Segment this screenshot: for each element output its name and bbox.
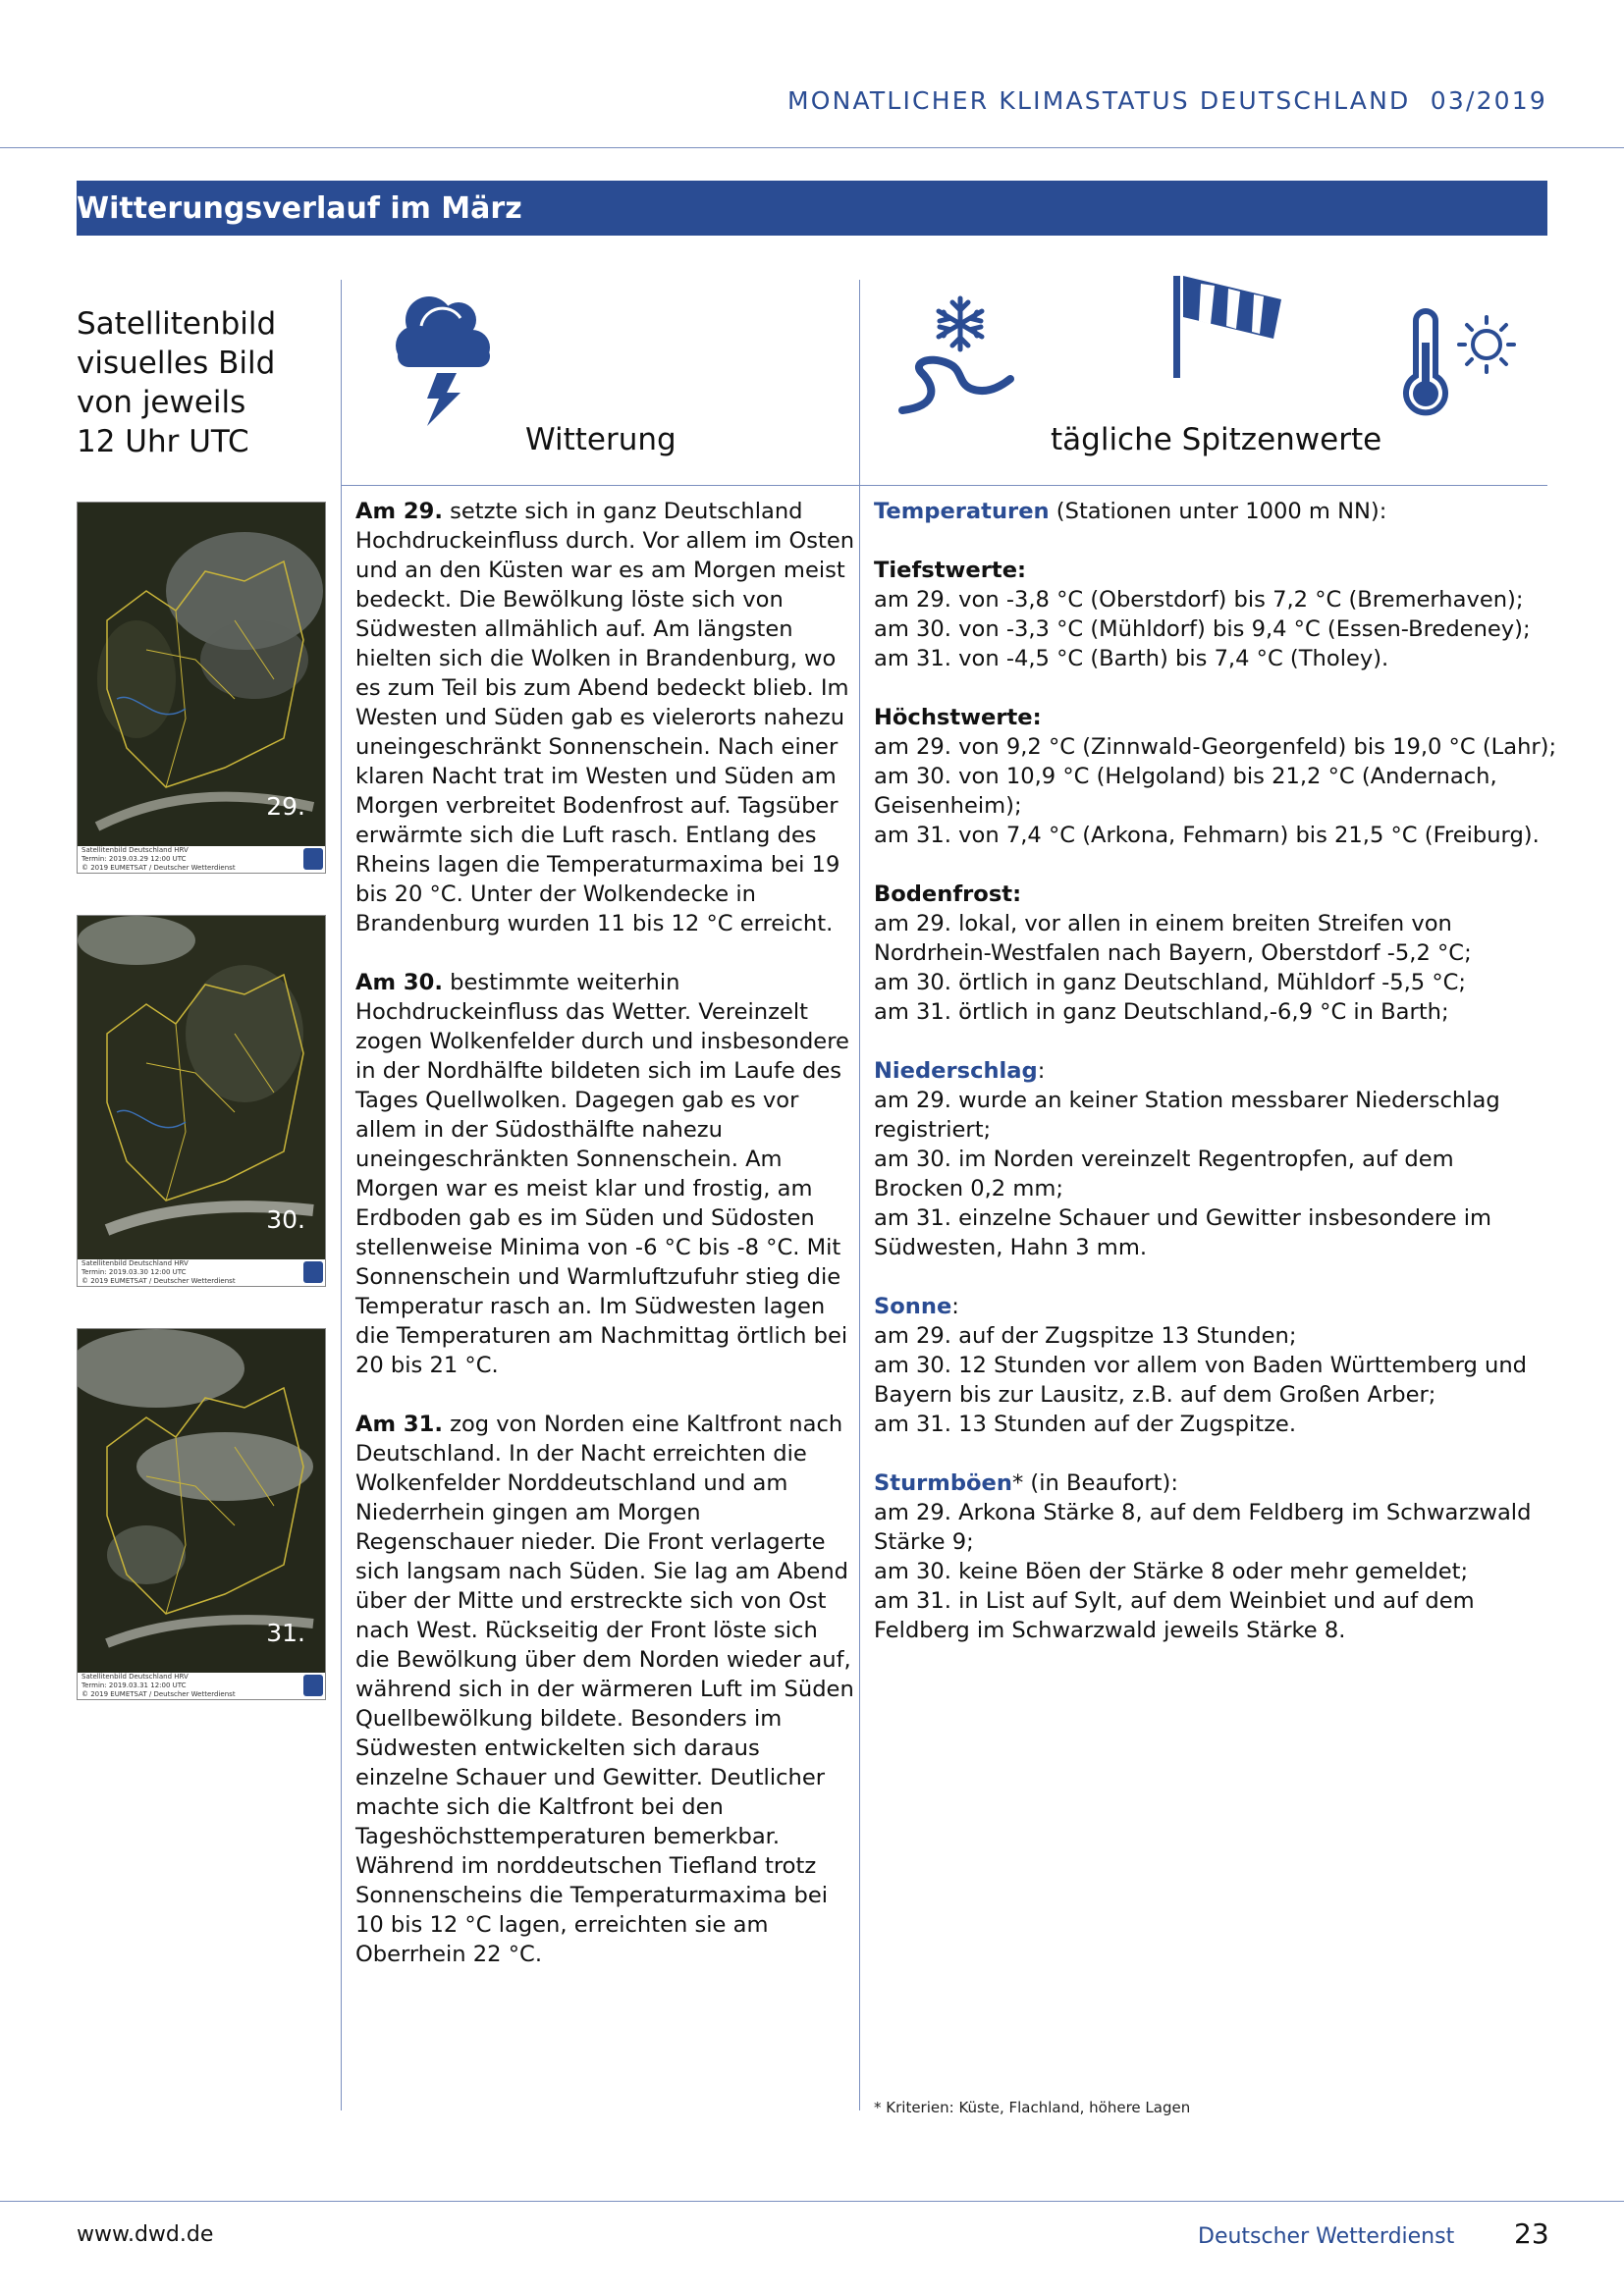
gust-line: am 31. in List auf Sylt, auf dem Weinbiet und auf dem [874,1588,1475,1614]
caption-line: © 2019 EUMETSAT / Deutscher Wetterdienst [81,864,236,872]
section-title: Witterungsverlauf im März [77,191,522,226]
satellite-image-29 [77,502,326,874]
precip-line: Südwesten, Hahn 3 mm. [874,1235,1148,1260]
caption-line: Termin: 2019.03.31 12:00 UTC [81,1682,187,1689]
paragraph-lead: Am 29. [355,499,443,524]
precip-line: am 31. einzelne Schauer und Gewitter insbesondere im [874,1205,1492,1231]
frost-line: am 29. lokal, vor allen in einem breiten Streifen von [874,911,1452,936]
precipitation-block [874,1056,1542,1262]
caption-line: Satellitenbild Deutschland HRV [81,1673,189,1681]
min-heading: Tiefstwerte: [874,558,1027,583]
paragraph-lead: Am 31. [355,1412,443,1437]
weather-paragraph-30 [355,968,856,1380]
frost-line: am 31. örtlich in ganz Deutschland,-6,9 °C in Barth; [874,999,1449,1025]
min-temperature-block [874,556,1542,673]
precip-line: am 30. im Norden vereinzelt Regentropfen, auf dem [874,1147,1454,1172]
ground-frost-block [874,880,1542,1027]
sun-line: am 29. auf der Zugspitze 13 Stunden; [874,1323,1297,1349]
satellite-caption [78,1673,325,1699]
footer-organization: Deutscher Wetterdienst [1198,2224,1455,2249]
paragraph-lead: Am 30. [355,970,443,995]
gust-line: am 29. Arkona Stärke 8, auf dem Feldberg im Schwarzwald [874,1500,1532,1525]
satellite-day-label: 31. [266,1619,305,1647]
sunshine-block [874,1292,1542,1439]
caption-line: © 2019 EUMETSAT / Deutscher Wetterdienst [81,1277,236,1285]
thermometer-sun-icon [1402,307,1520,420]
max-line: am 29. von 9,2 °C (Zinnwald-Georgenfeld) bis 19,0 °C (Lahr); [874,734,1557,760]
paragraph-text: setzte sich in ganz Deutschland Hochdruckeinfluss durch. Vor allem im Osten und an den Küsten war es am Morgen meist bedeckt. Die Bewölkung löste sich von Südwesten allmählich auf. Am längsten hielten sich die Wolken in Brandenburg, wo es zum Teil bis zum Abend bedeckt blieb. Im Westen und Süden gab es vielerorts nahezu uneingeschränkt Sonnenschein. Nach einer klaren Nacht trat im Westen und Süden am Morgen verbreitet Bodenfrost auf. Tagsüber erwärmte sich die Luft rasch. Entlang des Rheins lagen die Temperaturmaxima bei 19 bis 20 °C. Unter der Wolkendecke in Brandenburg wurden 11 bis 12 °C erreicht. [355,499,855,936]
windsock-icon [1171,270,1289,380]
caption-line: Termin: 2019.03.29 12:00 UTC [81,855,187,863]
sunshine-suffix: : [951,1294,959,1319]
header-divider [0,147,1624,148]
weather-narrative [355,497,856,1999]
footnote: * Kriterien: Küste, Flachland, höhere Lagen [874,2099,1191,2116]
gust-line: Feldberg im Schwarzwald jeweils Stärke 8. [874,1618,1346,1643]
satellite-column-label: Satellitenbild visuelles Bild von jeweils 12 Uhr UTC [77,306,277,459]
footer-divider [0,2201,1624,2202]
gust-suffix: * (in Beaufort): [1011,1470,1178,1496]
weather-paragraph-31 [355,1410,856,1969]
peak-values [874,497,1557,1675]
temperature-block [874,497,1542,526]
caption-line: Satellitenbild Deutschland HRV [81,1259,189,1267]
frost-heading: Bodenfrost: [874,881,1022,907]
dwd-logo-icon [303,1261,323,1283]
column-divider-left [341,280,342,2110]
section-banner [77,181,1547,236]
precipitation-suffix: : [1037,1058,1046,1084]
max-line: am 31. von 7,4 °C (Arkona, Fehmarn) bis 21,5 °C (Freiburg). [874,823,1540,848]
sun-line: am 30. 12 Stunden vor allem von Baden Württemberg und [874,1353,1528,1378]
report-title: MONATLICHER KLIMASTATUS DEUTSCHLAND [786,86,1411,115]
peaks-column-title: tägliche Spitzenwerte [1051,422,1382,457]
caption-line: Satellitenbild Deutschland HRV [81,846,189,854]
satellite-day-label: 29. [266,792,305,821]
precipitation-heading: Niederschlag [874,1058,1038,1084]
snowflake-slippery-road-icon [898,294,1016,417]
max-line: am 30. von 10,9 °C (Helgoland) bis 21,2 °C (Andernach, [874,764,1497,789]
frost-line: am 30. örtlich in ganz Deutschland, Mühldorf -5,5 °C; [874,970,1467,995]
sunshine-heading: Sonne [874,1294,952,1319]
satellite-image-31 [77,1328,326,1700]
column-divider-right [859,280,860,2110]
footer-url[interactable]: www.dwd.de [77,2222,214,2247]
weather-paragraph-29 [355,497,856,938]
min-line: am 29. von -3,8 °C (Oberstdorf) bis 7,2 °C (Bremerhaven); [874,587,1524,613]
thunderstorm-cloud-icon [388,291,496,428]
sun-line: Bayern bis zur Lausitz, z.B. auf dem Großen Arber; [874,1382,1436,1408]
satellite-image-30 [77,915,326,1287]
paragraph-text: zog von Norden eine Kaltfront nach Deutschland. In der Nacht erreichten die Wolkenfelder Norddeutschland und am Niederrhein gingen am Morgen Regenschauer nieder. Die Front verlagerte sich langsam nach Süden. Sie lag am Abend über der Mitte und erstreckte sich von Ost nach West. Rückseitig der Front löste sich die Bewölkung über dem Norden wieder auf, während sich in der wärmeren Luft im Süden Quellbewölkung bildete. Besonders im Südwesten entwickelten sich daraus einzelne Schauer und Gewitter. Deutlicher machte sich die Kaltfront bei den Tageshöchsttemperaturen bemerkbar. Während im norddeutschen Tiefland trotz Sonnenscheins die Temperaturmaxima bei 10 bis 12 °C lagen, erreichten sie am Oberrhein 22 °C. [355,1412,854,1967]
frost-line: Nordrhein-Westfalen nach Bayern, Oberstdorf -5,2 °C; [874,940,1472,966]
satellite-caption [78,1259,325,1286]
precip-line: registriert; [874,1117,992,1143]
paragraph-text: bestimmte weiterhin Hochdruckeinfluss das Wetter. Vereinzelt zogen Wolkenfelder durch und insbesondere in der Nordhälfte bildeten sich im Laufe des Tages Quellwolken. Dagegen gab es vor allem in der Südosthälfte nahezu uneingeschränkten Sonnenschein. Am Morgen war es meist klar und frostig, am Erdboden gab es im Süden und Südosten stellenweise Minima von -6 °C bis -8 °C. Mit Sonnenschein und Warmluftzufuhr stieg die Temperatur rasch an. Im Südwesten lagen die Temperaturen am Nachmittag örtlich bei 20 bis 21 °C. [355,970,849,1378]
column-header-divider [341,485,1547,486]
temperature-note: (Stationen unter 1000 m NN): [1049,499,1387,524]
page-number: 23 [1514,2217,1549,2250]
caption-line: © 2019 EUMETSAT / Deutscher Wetterdienst [81,1690,236,1698]
max-temperature-block [874,703,1557,850]
temperature-heading: Temperaturen [874,499,1050,524]
satellite-day-label: 30. [266,1205,305,1234]
max-heading: Höchstwerte: [874,705,1042,730]
caption-line: Termin: 2019.03.30 12:00 UTC [81,1268,187,1276]
gust-block [874,1468,1542,1645]
report-header [787,86,1547,115]
gust-heading: Sturmböen [874,1470,1012,1496]
precip-line: Brocken 0,2 mm; [874,1176,1063,1201]
sun-line: am 31. 13 Stunden auf der Zugspitze. [874,1412,1297,1437]
dwd-logo-icon [303,1675,323,1696]
min-line: am 30. von -3,3 °C (Mühldorf) bis 9,4 °C (Essen-Bredeney); [874,616,1531,642]
weather-column-title: Witterung [525,422,677,457]
report-issue: 03/2019 [1430,86,1547,115]
min-line: am 31. von -4,5 °C (Barth) bis 7,4 °C (Tholey). [874,646,1389,671]
max-line: Geisenheim); [874,793,1022,819]
dwd-logo-icon [303,848,323,870]
precip-line: am 29. wurde an keiner Station messbarer Niederschlag [874,1088,1500,1113]
gust-line: am 30. keine Böen der Stärke 8 oder mehr gemeldet; [874,1559,1469,1584]
gust-line: Stärke 9; [874,1529,974,1555]
satellite-caption [78,846,325,873]
